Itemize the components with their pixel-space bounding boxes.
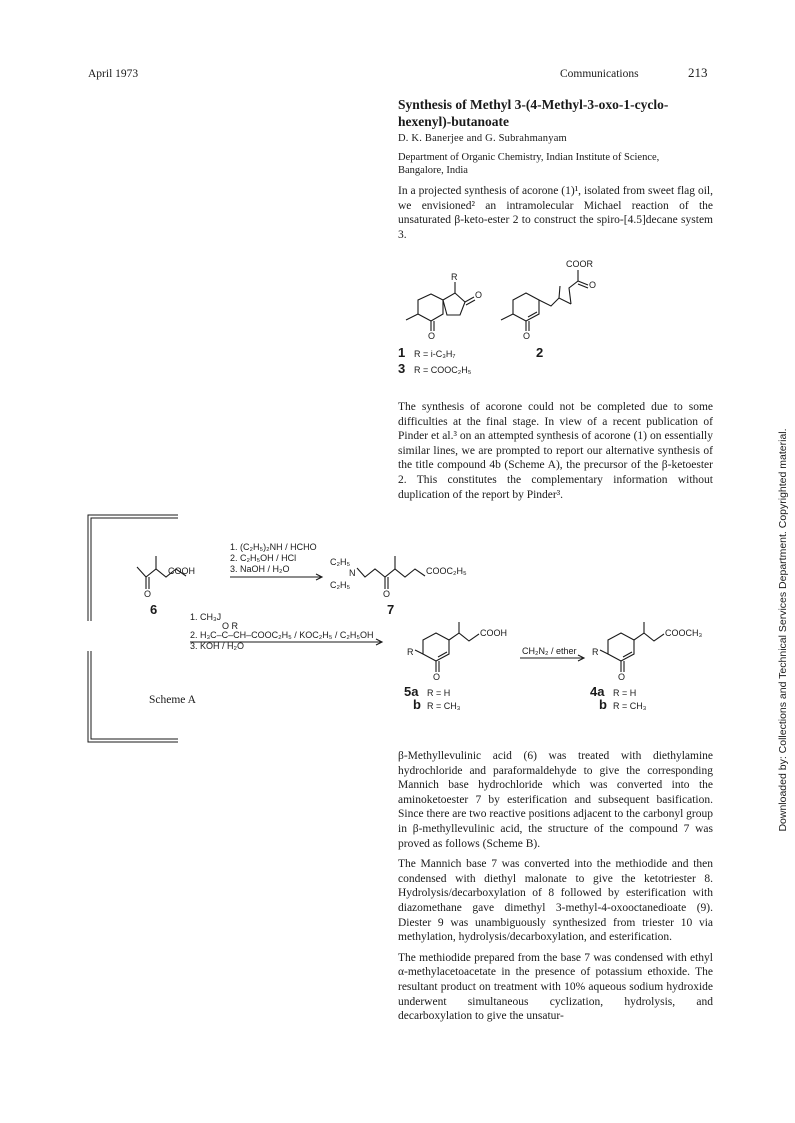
compound-5b-substituent: R = CH₃	[427, 701, 461, 711]
cmpd4-r-label: R	[592, 647, 599, 657]
cmpd4-ester-label: COOCH₃	[665, 628, 703, 638]
step2-reagent-1: 1. CH₃J	[190, 612, 222, 622]
page-number: 213	[688, 65, 708, 80]
step2-or-label: O R	[222, 621, 239, 631]
step2-reagent-2: 2. H₃C–C–CH–COOC₂H₅ / KOC₂H₅ / C₂H₅OH	[190, 630, 374, 640]
spiro-cyclohexane-ring	[418, 294, 443, 321]
scheme-frame-top	[88, 515, 178, 621]
cmpd7-ester-label: COOC₂H₅	[426, 566, 467, 576]
article-authors: D. K. Banerjee and G. Subrahmanyam	[398, 133, 567, 144]
compound-1-substituent: R = i-C₃H₇	[414, 349, 456, 359]
second-paragraph: The synthesis of acorone could not be completed due to some difficulties at the final stage. In view of a recent publication of Pinder et al.³ on an attempted synthesis of acorone (1) on essentially similar lines, we are prompted to report our alternative synthesis of the title compound 4b (Scheme A), the precursor of the β-ketoester 2. This constitutes the complementary information without duplication of the report by Pinder³.	[398, 401, 713, 501]
step1-reagent-3: 3. NaOH / H₂O	[230, 564, 290, 574]
compound-4b-substituent: R = CH₃	[613, 701, 647, 711]
compound-7-label: 7	[387, 602, 395, 617]
paragraph-methiodide: The Mannich base 7 was converted into the methiodide and then condensed with diethyl malonate to give the ketotriester 8. Hydrolysis/decarboxylation of 8 followed by esterification with diazomethane gave dimethyl 3-methyl-4-oxooctanedioate (9). Diester 9 was unambiguously synthesized from triester 10 via methylation, hydrolysis/decarboxylation, and esterification.	[398, 858, 713, 944]
step1-reagent-2: 2. C₂H₅OH / HCl	[230, 553, 297, 563]
step3-reagent: CH₂N₂ / ether	[522, 646, 577, 656]
issue-date: April 1973	[88, 68, 139, 80]
compound-2-label: 2	[536, 345, 544, 360]
spiro-methyl-bond	[406, 314, 418, 320]
cmpd2-side-chain	[539, 298, 571, 306]
cmpd5-cooh-label: COOH	[480, 628, 507, 638]
cmpd6-oxygen-label: O	[144, 589, 152, 599]
title-line-1: Synthesis of Methyl 3-(4-Methyl-3-oxo-1-cyclo-	[398, 97, 669, 112]
spiro-cyclopentane-ring	[443, 293, 465, 315]
compound-6-label: 6	[150, 602, 158, 617]
cmpd7-ethyl-2: C₂H₅	[330, 580, 351, 590]
cmpd4-ring	[608, 633, 634, 661]
cmpd2-ketoester-chain	[569, 270, 578, 304]
cmpd7-oxygen-label: O	[383, 589, 391, 599]
scheme-a-caption: Scheme A	[149, 694, 196, 706]
step2-reagent-3: 3. KOH / H₂O	[190, 641, 245, 651]
compound-5a-label: 5a	[404, 684, 419, 699]
spiro-cp-oxygen-label: O	[475, 290, 483, 300]
compound-4b-label: b	[599, 697, 607, 712]
intro-paragraph: In a projected synthesis of acorone (1)¹, isolated from sweet flag oil, we envisioned² an intramolecular Michael reaction of the unsaturated β-keto-ester 2 to construct the spiro-[4.5]decane system 3.	[398, 185, 713, 241]
body-paragraphs	[398, 749, 713, 1030]
cmpd2-methyl-bond	[501, 314, 513, 320]
cmpd4-side-chain	[634, 633, 664, 641]
cmpd4-r-bond	[600, 650, 608, 654]
download-notice: Downloaded by: Collections and Technical Services Department. Copyrighted material.	[777, 428, 789, 832]
cmpd2-branch-bond	[559, 286, 560, 298]
scheme-frame-top-inner	[91, 518, 178, 621]
compound-1-label: 1	[398, 345, 406, 360]
compound-5b-label: b	[413, 697, 421, 712]
affiliation-line-1: Department of Organic Chemistry, Indian Institute of Science,	[398, 152, 660, 163]
affiliation-line-2: Bangalore, India	[398, 165, 468, 176]
spiro-oxygen-label: O	[428, 331, 436, 341]
compound-4a-label: 4a	[590, 684, 605, 699]
cmpd2-oxygen-label: O	[523, 331, 531, 341]
cmpd5-r-bond	[415, 650, 423, 654]
compound-3-label: 3	[398, 361, 406, 376]
cmpd5-r-label: R	[407, 647, 414, 657]
spiro-r-label: R	[451, 272, 458, 282]
cmpd5-oxygen-label: O	[433, 672, 441, 682]
cmpd6-cooh-label: COOH	[168, 566, 195, 576]
cmpd2-ring	[513, 293, 539, 321]
cmpd2-coor-label: COOR	[566, 259, 593, 269]
cmpd2-keto-oxygen-label: O	[589, 280, 597, 290]
cmpd7-chain	[357, 568, 425, 577]
compound-4a-substituent: R = H	[613, 688, 637, 698]
compound-5a-substituent: R = H	[427, 688, 451, 698]
step1-reagent-1: 1. (C₂H₅)₂NH / HCHO	[230, 542, 317, 552]
title-line-2: hexenyl)-butanoate	[398, 114, 509, 129]
cmpd4-oxygen-label: O	[618, 672, 626, 682]
section-name: Communications	[560, 68, 639, 80]
paragraph-mannich: β-Methyllevulinic acid (6) was treated with diethylamine hydrochloride and paraformaldehyde to give the corresponding Mannich base hydrochloride which was converted into the aminoketoester 7 by esterification and subsequent basification. Since there are two reactive positions adjacent to the carbonyl group in β-methyllevulinic acid, the structure of the compound 7 was proved as follows (Scheme B).	[398, 750, 713, 850]
cmpd7-nitrogen-label: N	[349, 568, 356, 578]
compound-3-substituent: R = COOC₂H₅	[414, 365, 472, 375]
cmpd5-ring	[423, 633, 449, 661]
paragraph-condensation: The methiodide prepared from the base 7 was condensed with ethyl α-methylacetoacetate in the presence of potassium ethoxide. The resultant product on treatment with 10% aqueous sodium hydroxide underwent simultaneous cyclization, hydrolysis, and decarboxylation to give the unsatur-	[398, 951, 713, 1023]
cmpd5-side-chain	[449, 633, 479, 641]
cmpd7-ethyl-1: C₂H₅	[330, 557, 351, 567]
